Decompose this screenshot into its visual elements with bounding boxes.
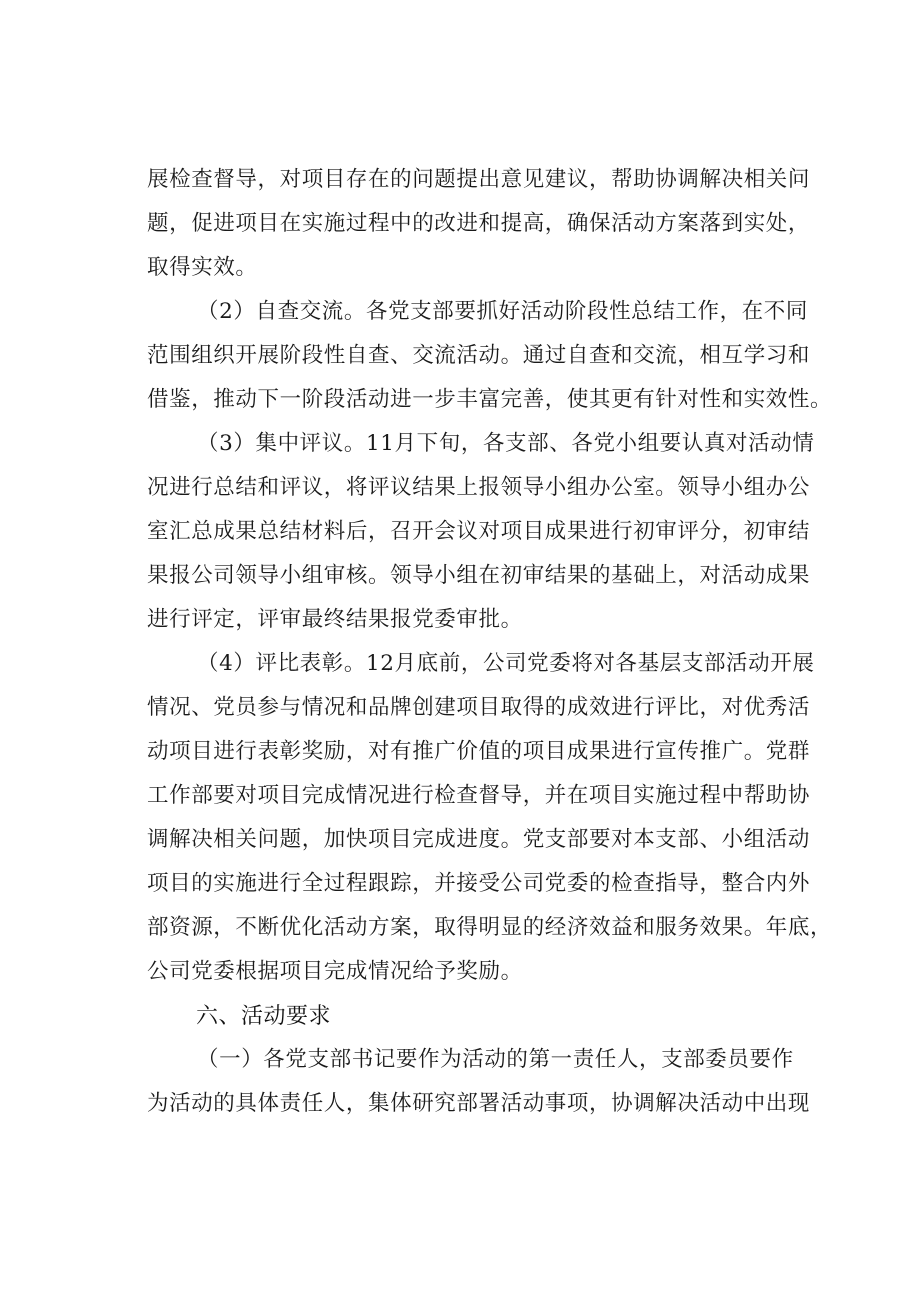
text-line: 情况、党员参与情况和品牌创建项目取得的成效进行评比，对优秀活 xyxy=(147,695,811,720)
text-line: 范围组织开展阶段性自查、交流活动。通过自查和交流，相互学习和 xyxy=(147,343,811,368)
text-line: 借鉴，推动下一阶段活动进一步丰富完善，使其更有针对性和实效性。 xyxy=(147,387,833,412)
text-line: 为活动的具体责任人，集体研究部署活动事项，协调解决活动中出现 xyxy=(147,1091,811,1116)
text-line: 题，促进项目在实施过程中的改进和提高，确保活动方案落到实处， xyxy=(147,211,811,236)
text-line: （3）集中评议。11月下旬，各支部、各党小组要认真对活动情 xyxy=(197,431,815,456)
text-line: 取得实效。 xyxy=(147,255,258,280)
text-line: 调解决相关问题，加快项目完成进度。党支部要对本支部、小组活动 xyxy=(147,827,811,852)
text-line: （4）评比表彰。12月底前，公司党委将对各基层支部活动开展 xyxy=(197,651,815,676)
text-line: （2）自查交流。各党支部要抓好活动阶段性总结工作，在不同 xyxy=(197,299,808,324)
text-line: 室汇总成果总结材料后，召开会议对项目成果进行初审评分，初审结 xyxy=(147,519,811,544)
text-line: 果报公司领导小组审核。领导小组在初审结果的基础上，对活动成果 xyxy=(147,563,811,588)
text-line: 进行评定，评审最终结果报党委审批。 xyxy=(147,607,523,632)
text-line: 展检查督导，对项目存在的问题提出意见建议，帮助协调解决相关问 xyxy=(147,167,811,192)
text-line: 工作部要对项目完成情况进行检查督导，并在项目实施过程中帮助协 xyxy=(147,783,811,808)
text-line: 况进行总结和评议，将评议结果上报领导小组办公室。领导小组办公 xyxy=(147,475,811,500)
text-line: 项目的实施进行全过程跟踪，并接受公司党委的检查指导，整合内外 xyxy=(147,871,811,896)
section-heading: 六、活动要求 xyxy=(196,1004,332,1029)
text-line: （一）各党支部书记要作为活动的第一责任人，支部委员要作 xyxy=(197,1047,794,1072)
text-line: 部资源，不断优化活动方案，取得明显的经济效益和服务效果。年底， xyxy=(147,915,833,940)
text-line: 动项目进行表彰奖励，对有推广价值的项目成果进行宣传推广。党群 xyxy=(147,739,811,764)
text-line: 公司党委根据项目完成情况给予奖励。 xyxy=(147,959,523,984)
